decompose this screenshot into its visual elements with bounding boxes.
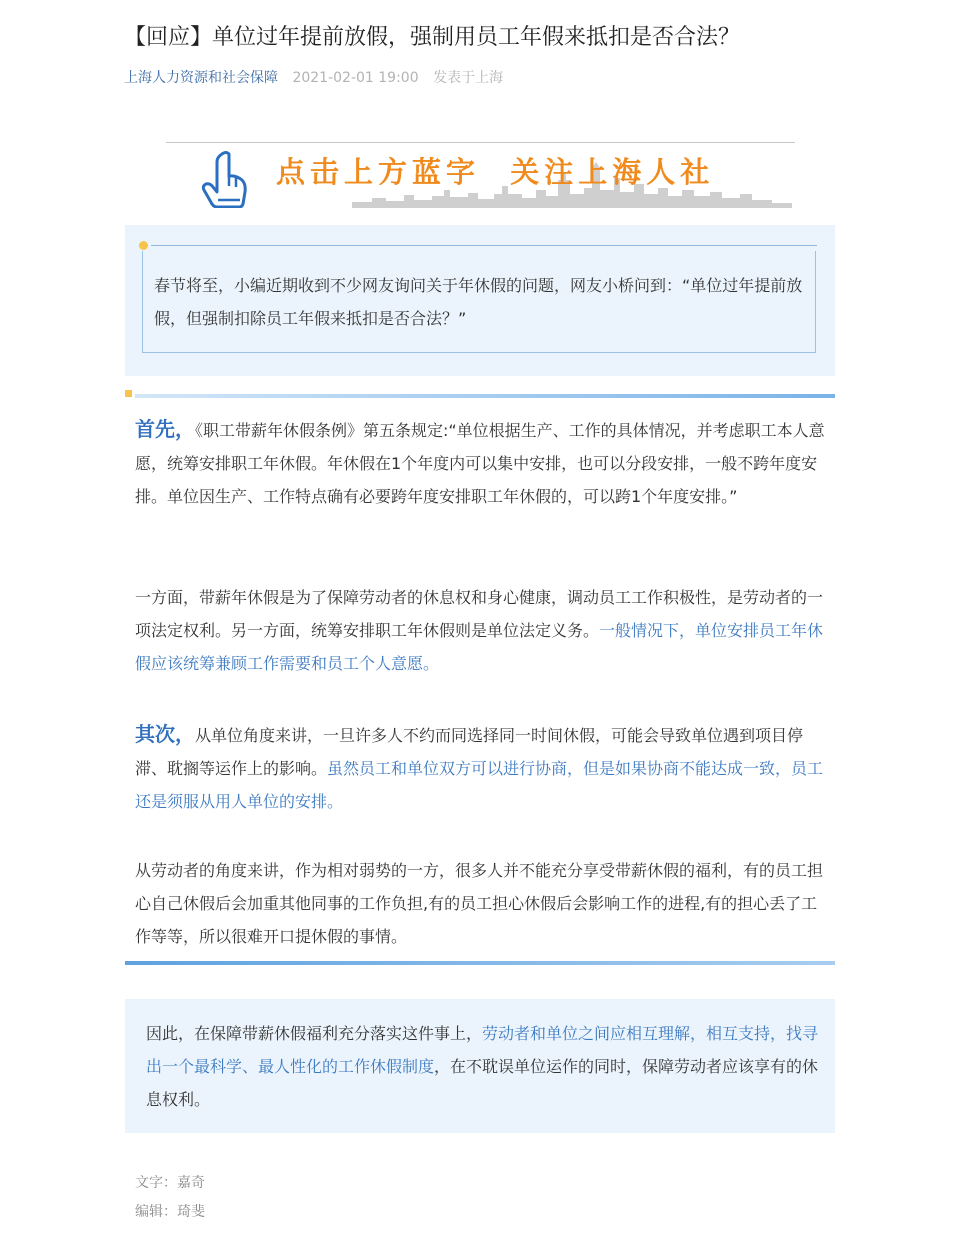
paragraph-second-text: 一方面，带薪年休假是为了保障劳动者的休息权和身心健康，调动员工工作积极性，是劳动者的一项法定权利。另一方面，统筹安排职工年休假则是单位法定义务。 <box>135 588 824 640</box>
article-meta <box>124 68 503 88</box>
section-bottom-rule <box>125 961 835 965</box>
paragraph-third-highlight: 虽然员工和单位双方可以进行协商，但是如果协商不能达成一致，员工还是须服从用人单位的安排。 <box>135 759 824 811</box>
conclusion-text <box>146 1017 822 1116</box>
paragraph-third-text: 从单位角度来讲，一旦许多人不约而同选择同一时间休假，可能会导致单位遇到项目停滞、耽搁等运作上的影响。 <box>135 726 804 778</box>
section-marker <box>125 390 132 397</box>
publish-date: 2021-02-01 19:00 <box>292 70 419 86</box>
credit-writer: 文字：嘉奇 <box>135 1175 205 1191</box>
lead-second: 其次， <box>135 722 195 746</box>
intro-rule <box>151 245 817 246</box>
follow-banner[interactable] <box>166 142 795 208</box>
paragraph-first <box>135 413 827 513</box>
paragraph-fourth: 从劳动者的角度来讲，作为相对弱势的一方，很多人并不能充分享受带薪休假的福利，有的员工担心自己休假后会加重其他同事的工作负担,有的员工担心休假后会影响工作的进程,有的担心丢了工作等等，所以很难开口提休假的事情。 <box>135 861 824 946</box>
publish-location: 发表于上海 <box>433 70 504 86</box>
conclusion-box <box>125 999 835 1133</box>
conclusion-text-after: ，在不耽误单位运作的同时，保障劳动者应该享有的休息权利。 <box>146 1057 819 1109</box>
conclusion-highlight: 劳动者和单位之间应相互理解，相互支持，找寻出一个最科学、最人性化的工作休假制度 <box>146 1024 819 1076</box>
paragraph-second <box>135 581 827 680</box>
credit-editor: 编辑：琦斐 <box>135 1204 205 1220</box>
intro-box <box>125 225 835 376</box>
author-link[interactable]: 上海人力资源和社会保障 <box>124 70 278 86</box>
banner-divider <box>166 142 795 143</box>
banner-slogan: 点击上方蓝字 关注上海人社 <box>276 155 715 189</box>
intro-text: 春节将至，小编近期收到不少网友询问关于年休假的问题，网友小桥问到：“单位过年提前放假，但强制扣除员工年假来抵扣是否合法？” <box>154 276 803 328</box>
conclusion-text-before: 因此，在保障带薪休假福利充分落实这件事上， <box>146 1024 483 1043</box>
lead-first: 首先， <box>135 417 195 441</box>
intro-dot <box>139 241 148 250</box>
section-top-rule <box>135 394 835 398</box>
paragraph-third <box>135 718 827 818</box>
pointing-hand-icon <box>200 150 250 208</box>
paragraph-second-highlight: 一般情况下，单位安排员工年休假应该统筹兼顾工作需要和员工个人意愿。 <box>135 621 824 673</box>
article-title: 【回应】单位过年提前放假，强制用员工年假来抵扣是否合法？ <box>124 25 741 50</box>
paragraph-first-text: 《职工带薪年休假条例》第五条规定:“单位根据生产、工作的具体情况，并考虑职工本人意愿，统筹安排职工年休假。年休假在1个年度内可以集中安排，也可以分段安排，一般不跨年度安排。单位因生产、工作特点确有必要跨年度安排职工年休假的，可以跨1个年度安排。” <box>135 421 825 506</box>
